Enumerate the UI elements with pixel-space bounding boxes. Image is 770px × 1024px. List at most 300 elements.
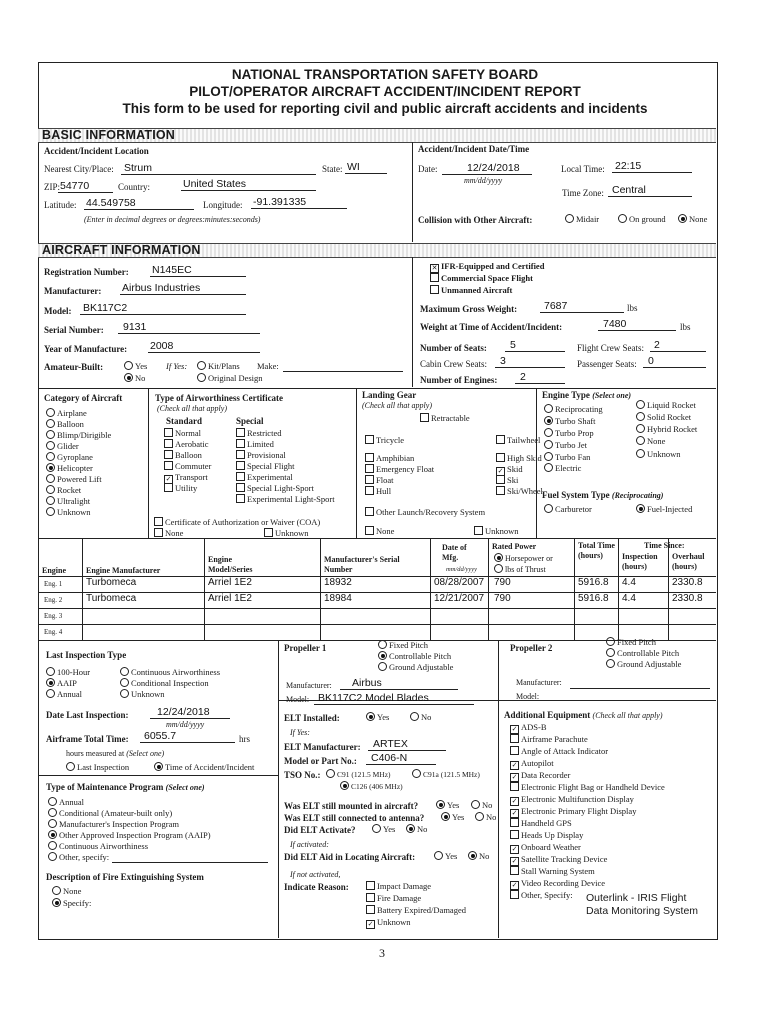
elt-yes[interactable]: Yes xyxy=(366,712,389,722)
engines-field[interactable]: 2 xyxy=(520,371,526,383)
reason-unknown[interactable] xyxy=(366,917,411,929)
option-label: Turbo Shaft xyxy=(555,416,596,426)
aw-standard-aerobatic[interactable] xyxy=(164,439,209,449)
prop2-ground[interactable]: Ground Adjustable xyxy=(606,659,681,669)
engine-row-mfr[interactable]: Turbomeca xyxy=(86,593,137,604)
category-glider[interactable] xyxy=(46,441,79,451)
city-field[interactable]: Strum xyxy=(124,162,153,174)
radio-mark xyxy=(636,400,645,409)
radio-mark xyxy=(636,436,645,445)
fire-specify[interactable]: Specify: xyxy=(52,898,91,908)
amateur-original[interactable]: Original Design xyxy=(197,373,263,383)
gear-other-launch-recovery-system[interactable] xyxy=(365,507,485,517)
gear-amphibian[interactable] xyxy=(365,453,414,463)
zip-label: ZIP: xyxy=(44,182,61,192)
equipment-electronic-multifunction-display[interactable] xyxy=(510,794,634,806)
engine-row-date[interactable]: 08/28/2007 xyxy=(434,577,485,588)
radio-mark xyxy=(48,819,57,828)
equipment-autopilot[interactable] xyxy=(510,758,554,770)
prop1-fixed[interactable]: Fixed Pitch xyxy=(378,640,428,650)
checkbox-mark: ✓ xyxy=(511,881,518,889)
option-label: Float xyxy=(376,475,394,485)
category-blimp-dirigible[interactable] xyxy=(46,430,111,440)
option-label: ADS-B xyxy=(521,722,547,732)
option-label: Horsepower xyxy=(505,554,545,563)
aw-none[interactable]: None xyxy=(154,528,183,538)
weight-unit: lbs xyxy=(680,322,691,332)
gear-hull[interactable] xyxy=(365,486,391,496)
equipment-title: Additional Equipment (Check all that apply) xyxy=(504,710,663,720)
engine-row-label: Eng. 2 xyxy=(44,596,63,604)
aw-special-experimental[interactable] xyxy=(236,472,293,482)
checkbox-mark xyxy=(496,475,505,484)
radio-mark xyxy=(544,463,553,472)
engine-type-none[interactable] xyxy=(636,436,665,446)
table-rule xyxy=(38,608,716,609)
checkbox-mark xyxy=(510,734,519,743)
fuel-injected[interactable]: Fuel-Injected xyxy=(636,504,692,514)
checkbox-mark xyxy=(164,450,173,459)
radio-mark xyxy=(544,404,553,413)
insp-aaip[interactable]: AAIP xyxy=(46,678,77,688)
option-label: Airplane xyxy=(57,408,87,418)
propeller2-title: Propeller 2 xyxy=(510,643,553,653)
header-date-format: mm/dd/yyyy xyxy=(446,566,478,573)
category-unknown[interactable] xyxy=(46,507,91,517)
power-thrust[interactable] xyxy=(494,564,546,574)
last-inspection-label: Date Last Inspection: xyxy=(46,710,129,720)
page-number: 3 xyxy=(379,946,385,960)
option-label: Turbo Fan xyxy=(555,452,591,462)
serial-field[interactable]: 9131 xyxy=(123,321,147,333)
header-overhaul: Overhaul (hours) xyxy=(672,552,705,571)
date-label: Date: xyxy=(418,164,438,174)
option-label: Balloon xyxy=(57,419,84,429)
checkbox-mark: ✓ xyxy=(511,857,518,865)
option-label: Tricycle xyxy=(376,435,405,445)
option-label: Unknown xyxy=(377,917,411,927)
option-label: Other, specify: xyxy=(59,852,110,862)
engine-type-turbo-fan[interactable] xyxy=(544,452,590,462)
equipment-stall-warning-system[interactable] xyxy=(510,866,595,876)
engine-row-mfr[interactable]: Turbomeca xyxy=(86,577,137,588)
gear-ski[interactable] xyxy=(496,475,518,485)
fuel-title: Fuel System Type (Reciprocating) xyxy=(542,490,664,500)
checkbox-mark: ✓ xyxy=(511,845,518,853)
option-label: Unknown xyxy=(57,507,91,517)
option-label: Satellite Tracking Device xyxy=(521,854,608,864)
elt-aid-no[interactable]: No xyxy=(468,851,489,861)
option-label: Turbo Prop xyxy=(555,428,594,438)
engine-row-total[interactable]: 5916.8 xyxy=(578,577,609,588)
checkbox-mark xyxy=(236,494,245,503)
engine-row-model[interactable]: Arriel 1E2 xyxy=(208,593,252,604)
equipment-angle-of-attack-indicator[interactable] xyxy=(510,746,608,756)
insp-unknown[interactable]: Unknown xyxy=(120,689,165,699)
engine-type-electric[interactable] xyxy=(544,463,581,473)
elt-no[interactable]: No xyxy=(410,712,431,722)
aw-unknown[interactable]: Unknown xyxy=(264,528,309,538)
checkbox-mark xyxy=(510,818,519,827)
model-label: Model: xyxy=(44,306,72,316)
header-engine: Engine xyxy=(42,566,67,575)
elt-connected-yes[interactable]: Yes xyxy=(441,812,464,822)
coa-checkbox[interactable]: Certificate of Authorization or Waiver (COA) xyxy=(154,517,320,527)
checkbox-mark xyxy=(510,746,519,755)
insp-annual[interactable]: Annual xyxy=(46,689,82,699)
option-label: Ultralight xyxy=(57,496,91,506)
aw-special-special-flight[interactable] xyxy=(236,461,294,471)
option-label: Other Approved Inspection Program (AAIP) xyxy=(59,830,211,840)
option-label: Skid xyxy=(507,464,523,474)
engine-type-title: Engine Type (Select one) xyxy=(542,390,632,400)
equipment-video-recording-device[interactable] xyxy=(510,878,605,890)
radio-mark xyxy=(48,830,57,839)
section-aircraft: AIRCRAFT INFORMATION xyxy=(38,243,716,258)
prop1-controllable[interactable]: Controllable Pitch xyxy=(378,651,451,661)
last-inspection-field[interactable]: 12/24/2018 xyxy=(157,706,210,718)
elt-connected-no[interactable]: No xyxy=(475,812,496,822)
option-label: Blimp/Dirigible xyxy=(57,430,112,440)
tso-c91[interactable]: C91 (121.5 MHz) xyxy=(326,769,391,779)
aw-special-special-light-sport[interactable] xyxy=(236,483,314,493)
header-serial: Manufacturer's Serial Number xyxy=(324,555,400,574)
radio-mark xyxy=(48,797,57,806)
date-field[interactable]: 12/24/2018 xyxy=(467,162,520,174)
equipment-data-recorder[interactable] xyxy=(510,770,570,782)
fire-title: Description of Fire Extinguishing System xyxy=(46,872,204,882)
location-title: Accident/Incident Location xyxy=(44,146,149,156)
maint-other-approved-inspection-program-aaip[interactable] xyxy=(48,830,211,840)
engine-row-model[interactable]: Arriel 1E2 xyxy=(208,577,252,588)
last-inspection-format: mm/dd/yyyy xyxy=(166,720,205,729)
checkbox-mark: ✓ xyxy=(165,475,172,483)
engine-type-turbo-prop[interactable] xyxy=(544,428,594,438)
engine-type-unknown[interactable] xyxy=(636,449,681,459)
unmanned-checkbox[interactable]: Unmanned Aircraft xyxy=(430,285,512,295)
checkbox-mark: ✓ xyxy=(511,773,518,781)
engine-type-reciprocating[interactable] xyxy=(544,404,603,414)
maint-conditional-amateur-built-only[interactable] xyxy=(48,808,172,818)
gear-high-skid[interactable] xyxy=(496,453,542,463)
checkbox-mark xyxy=(365,453,374,462)
option-label: Impact Damage xyxy=(377,881,432,891)
checkbox-mark xyxy=(366,905,375,914)
reason-fire-damage[interactable] xyxy=(366,893,421,903)
elt-mounted-yes[interactable]: Yes xyxy=(436,800,459,810)
amateur-yes[interactable]: Yes xyxy=(124,361,147,371)
latitude-field[interactable]: 44.549758 xyxy=(86,197,136,209)
aw-standard-balloon[interactable] xyxy=(164,450,202,460)
radio-mark xyxy=(46,474,55,483)
option-label: Hybrid Rocket xyxy=(647,424,698,434)
engine-type-turbo-jet[interactable] xyxy=(544,440,587,450)
flight-crew-label: Flight Crew Seats: xyxy=(577,343,644,353)
option-label: Rocket xyxy=(57,485,82,495)
prop2-mfr-label: Manufacturer: xyxy=(516,678,562,687)
passenger-seats-field[interactable]: 0 xyxy=(648,355,654,367)
radio-mark xyxy=(494,553,503,562)
option-label: Commuter xyxy=(175,461,212,471)
zip-field[interactable]: 54770 xyxy=(60,180,90,192)
longitude-label: Longitude: xyxy=(203,200,243,210)
prop2-controllable[interactable]: Controllable Pitch xyxy=(606,648,679,658)
state-field[interactable]: WI xyxy=(347,161,360,173)
engine-row-insp[interactable]: 4.4 xyxy=(622,593,636,604)
category-balloon[interactable] xyxy=(46,419,84,429)
radio-mark xyxy=(46,408,55,417)
option-label: Battery Expired/Damaged xyxy=(377,905,466,915)
maint-other-specify[interactable] xyxy=(48,852,109,862)
gear-ski-wheel[interactable] xyxy=(496,486,543,496)
header-rated-power: Rated Power xyxy=(492,542,537,551)
option-label: Reciprocating xyxy=(555,404,603,414)
state-label: State: xyxy=(322,164,343,174)
table-rule xyxy=(38,576,716,577)
checkbox-mark: ✓ xyxy=(511,725,518,733)
gear-unknown[interactable] xyxy=(474,526,519,536)
country-field[interactable]: United States xyxy=(183,178,247,190)
checkbox-mark xyxy=(496,453,505,462)
checkbox-mark xyxy=(365,475,374,484)
option-label: High Skid xyxy=(507,453,542,463)
option-label: Video Recording Device xyxy=(521,878,605,888)
category-powered-lift[interactable] xyxy=(46,474,102,484)
checkbox-mark xyxy=(236,450,245,459)
radio-mark xyxy=(46,507,55,516)
prop1-ground[interactable]: Ground Adjustable xyxy=(378,662,453,672)
elt-activate-yes[interactable]: Yes xyxy=(372,824,395,834)
category-rocket[interactable] xyxy=(46,485,81,495)
local-time-label: Local Time: xyxy=(561,164,605,174)
longitude-field[interactable]: -91.391335 xyxy=(253,196,307,208)
checkbox-mark: ✓ xyxy=(511,809,518,817)
aw-special-limited[interactable] xyxy=(236,439,274,449)
radio-mark xyxy=(636,424,645,433)
timezone-field[interactable]: Central xyxy=(612,184,646,196)
maint-title: Type of Maintenance Program (Select one) xyxy=(46,782,205,792)
engine-row-date[interactable]: 12/21/2007 xyxy=(434,593,485,604)
ifr-checkbox[interactable]: ✕ IFR-Equipped and Certified xyxy=(431,261,545,272)
collision-on-ground[interactable]: On ground xyxy=(618,214,666,224)
airframe-time-field[interactable]: 6055.7 xyxy=(144,730,177,742)
gear-none[interactable] xyxy=(365,526,394,536)
category-ultralight[interactable] xyxy=(46,496,90,506)
amateur-kit[interactable]: Kit/Plans xyxy=(197,361,240,371)
registration-field[interactable]: N145EC xyxy=(152,264,192,276)
gear-tailwheel[interactable] xyxy=(496,435,540,445)
equipment-electronic-primary-flight-display[interactable] xyxy=(510,806,636,818)
measured-time-of-accident[interactable]: Time of Accident/Incident xyxy=(154,762,254,772)
option-label: Heads Up Display xyxy=(521,830,584,840)
option-label: Other Launch/Recovery System xyxy=(376,507,486,517)
fire-none[interactable]: None xyxy=(52,886,81,896)
option-label: Turbo Jet xyxy=(555,440,588,450)
engine-row-power[interactable]: 790 xyxy=(494,593,511,604)
engine-row-insp[interactable]: 4.4 xyxy=(622,577,636,588)
reason-impact-damage[interactable] xyxy=(366,881,431,891)
option-label: Tailwheel xyxy=(507,435,541,445)
equipment-handheld-gps[interactable] xyxy=(510,818,572,828)
header-date: Date of Mfg. xyxy=(442,543,467,562)
prop1-model-label: Model: xyxy=(286,695,310,704)
category-helicopter[interactable] xyxy=(46,463,93,473)
option-label: Helicopter xyxy=(57,463,93,473)
option-label: None xyxy=(376,526,395,536)
tso-c126[interactable]: C126 (406 MHz) xyxy=(340,781,403,791)
collision-midair[interactable]: Midair xyxy=(565,214,599,224)
category-gyroplane[interactable] xyxy=(46,452,93,462)
amateur-make-label: Make: xyxy=(257,361,279,371)
radio-mark xyxy=(636,449,645,458)
engine-row-ovh[interactable]: 2330.8 xyxy=(672,577,703,588)
weight-field[interactable]: 7480 xyxy=(603,318,627,330)
insp-100hour[interactable]: 100-Hour xyxy=(46,667,90,677)
collision-label: Collision with Other Aircraft: xyxy=(418,215,533,225)
option-label: Angle of Attack Indicator xyxy=(521,746,609,756)
elt-ifactivated: If activated: xyxy=(290,840,329,849)
cabin-crew-field[interactable]: 3 xyxy=(500,355,506,367)
table-rule xyxy=(38,624,716,625)
tso-label: TSO No.: xyxy=(284,770,321,780)
option-label: Hull xyxy=(376,486,392,496)
fuel-carburetor[interactable]: Carburetor xyxy=(544,504,592,514)
option-label: Unknown xyxy=(485,526,519,536)
standard-title: Standard xyxy=(166,416,203,426)
commercial-space-checkbox[interactable]: Commercial Space Flight xyxy=(430,273,533,283)
aw-special-experimental-light-sport[interactable] xyxy=(236,494,335,504)
checkbox-mark xyxy=(365,464,374,473)
category-airplane[interactable] xyxy=(46,408,87,418)
seats-field[interactable]: 5 xyxy=(510,339,516,351)
option-label: Normal xyxy=(175,428,201,438)
option-label: Manufacturer's Inspection Program xyxy=(59,819,180,829)
engine-type-turbo-shaft[interactable] xyxy=(544,416,596,426)
equipment-airframe-parachute[interactable] xyxy=(510,734,588,744)
gear-retractable[interactable] xyxy=(420,413,470,423)
gear-tricycle[interactable] xyxy=(365,435,404,445)
tso-c91a[interactable]: C91a (121.5 MHz) xyxy=(412,769,480,779)
option-label: Ski/Wheel xyxy=(507,486,543,496)
engine-type-solid-rocket[interactable] xyxy=(636,412,691,422)
reason-battery-expired-damaged[interactable] xyxy=(366,905,466,915)
option-label: Powered Lift xyxy=(57,474,102,484)
checkbox-mark xyxy=(164,439,173,448)
engine-row-serial[interactable]: 18932 xyxy=(324,577,352,588)
manufacturer-label: Manufacturer: xyxy=(44,286,102,296)
elt-mounted-no[interactable]: No xyxy=(471,800,492,810)
manufacturer-field[interactable]: Airbus Industries xyxy=(122,282,201,294)
header-inspection: Inspection (hours) xyxy=(622,552,658,571)
equipment-heads-up-display[interactable] xyxy=(510,830,583,840)
equipment-other-field[interactable]: Outerlink - IRIS Flight Data Monitoring System xyxy=(586,892,699,917)
radio-mark xyxy=(46,441,55,450)
city-label: Nearest City/Place: xyxy=(44,164,114,174)
option-label: None xyxy=(647,436,666,446)
option-label: Fire Damage xyxy=(377,893,422,903)
propeller1-title: Propeller 1 xyxy=(284,643,327,653)
mgw-field[interactable]: 7687 xyxy=(544,300,568,312)
equipment-other-specify[interactable] xyxy=(510,890,573,900)
checkbox-mark xyxy=(236,428,245,437)
engine-type-hybrid-rocket[interactable] xyxy=(636,424,697,434)
checkbox-mark xyxy=(496,435,505,444)
engine-row-power[interactable]: 790 xyxy=(494,577,511,588)
measured-last-inspection[interactable]: Last Inspection xyxy=(66,762,129,772)
checkbox-mark xyxy=(366,881,375,890)
engine-type-liquid-rocket[interactable] xyxy=(636,400,696,410)
equipment-onboard-weather[interactable] xyxy=(510,842,581,854)
option-label: Balloon xyxy=(175,450,202,460)
elt-aid-yes[interactable]: Yes xyxy=(434,851,457,861)
engine-row-total[interactable]: 5916.8 xyxy=(578,593,609,604)
equipment-electronic-flight-bag-or-handheld-device[interactable] xyxy=(510,782,665,792)
aw-special-restricted[interactable] xyxy=(236,428,281,438)
elt-mfr-field[interactable]: ARTEX xyxy=(373,738,408,750)
maint-annual[interactable] xyxy=(48,797,84,807)
elt-model-field[interactable]: C406-N xyxy=(371,752,408,764)
insp-continuous[interactable]: Continuous Airworthiness xyxy=(120,667,220,677)
option-label: Restricted xyxy=(247,428,282,438)
form-subtitle: This form to be used for reporting civil and public aircraft accidents and incidents xyxy=(122,101,648,116)
elt-mounted-label: Was ELT still mounted in aircraft? xyxy=(284,801,419,811)
option-label: Amphibian xyxy=(376,453,415,463)
collision-none[interactable]: None xyxy=(678,214,707,224)
maint-manufacturer-s-inspection-program[interactable] xyxy=(48,819,179,829)
prop2-fixed[interactable]: Fixed Pitch xyxy=(606,637,656,647)
maint-continuous-airworthiness[interactable] xyxy=(48,841,148,851)
power-horsepower[interactable] xyxy=(494,553,553,563)
year-field[interactable]: 2008 xyxy=(150,340,174,352)
engine-row-label: Eng. 3 xyxy=(44,612,63,620)
amateur-no[interactable]: No xyxy=(124,373,145,383)
aw-standard-normal[interactable] xyxy=(164,428,201,438)
checkbox-mark xyxy=(164,428,173,437)
engine-row-serial[interactable]: 18984 xyxy=(324,593,352,604)
checkbox-mark xyxy=(420,413,429,422)
seats-label: Number of Seats: xyxy=(420,343,487,353)
radio-mark xyxy=(46,496,55,505)
prop1-model-field[interactable]: BK117C2 Model Blades xyxy=(318,692,429,704)
checkbox-mark xyxy=(510,782,519,791)
prop2-model-label: Model: xyxy=(516,692,540,701)
local-time-field[interactable]: 22:15 xyxy=(615,160,642,172)
option-label: Experimental Light-Sport xyxy=(247,494,335,504)
insp-conditional[interactable]: Conditional Inspection xyxy=(120,678,209,688)
engine-row-ovh[interactable]: 2330.8 xyxy=(672,593,703,604)
option-label: Electronic Flight Bag or Handheld Device xyxy=(521,782,665,792)
option-label: Electronic Multifunction Display xyxy=(521,794,634,804)
checkbox-mark: ✓ xyxy=(511,761,518,769)
equipment-ads-b[interactable] xyxy=(510,722,547,734)
gear-emergency-float[interactable] xyxy=(365,464,434,474)
gear-float[interactable] xyxy=(365,475,393,485)
option-label: Handheld GPS xyxy=(521,818,572,828)
special-title: Special xyxy=(236,416,264,426)
model-field[interactable]: BK117C2 xyxy=(83,302,128,314)
aw-standard-commuter[interactable] xyxy=(164,461,211,471)
elt-activate-no[interactable]: No xyxy=(406,824,427,834)
checkbox-mark xyxy=(510,866,519,875)
flight-crew-field[interactable]: 2 xyxy=(654,339,660,351)
equipment-satellite-tracking-device[interactable] xyxy=(510,854,607,866)
aw-standard-utility[interactable] xyxy=(164,483,197,493)
inspection-title: Last Inspection Type xyxy=(46,650,127,660)
aw-special-provisional[interactable] xyxy=(236,450,286,460)
prop1-mfr-field[interactable]: Airbus xyxy=(352,677,382,689)
radio-mark xyxy=(544,428,553,437)
option-label: Limited xyxy=(247,439,274,449)
